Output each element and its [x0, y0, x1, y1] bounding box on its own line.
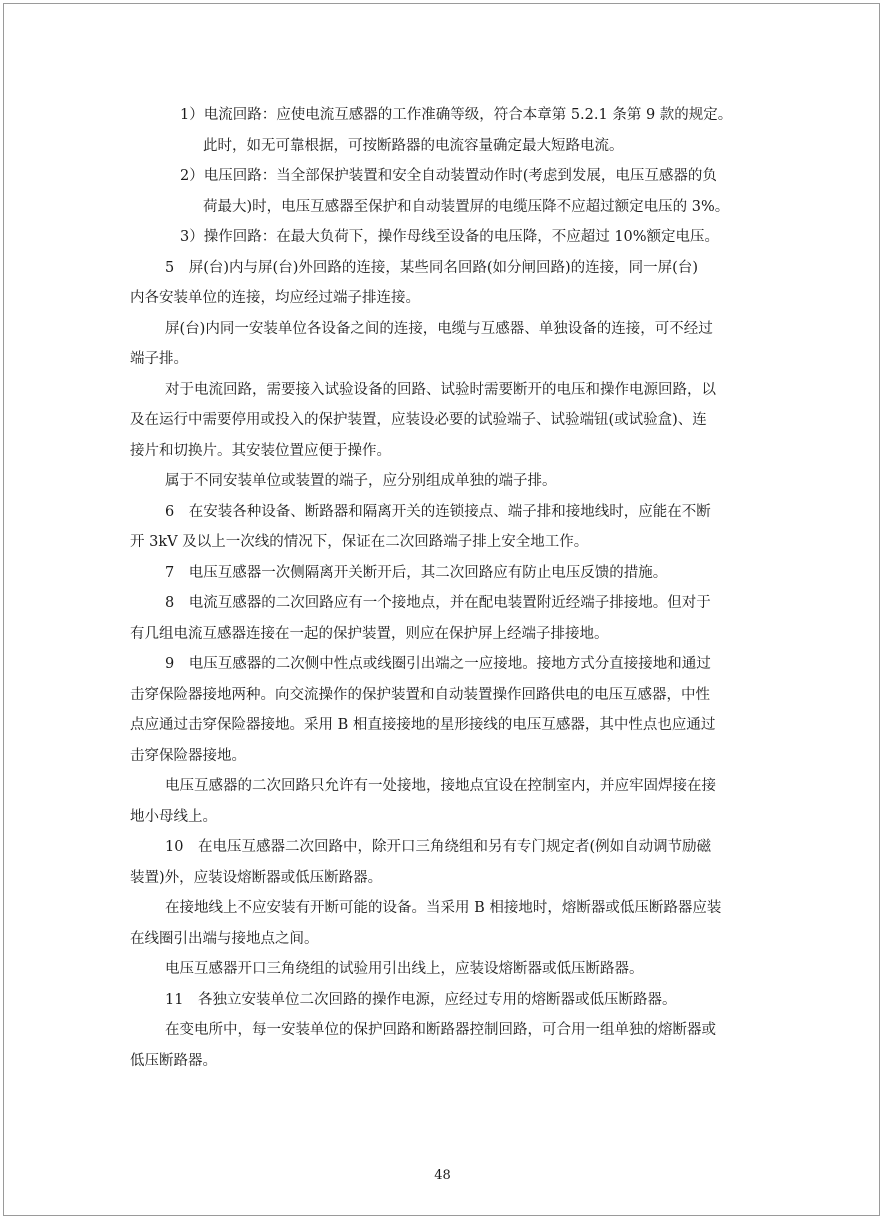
text-line: 地小母线上。 — [130, 808, 217, 825]
text-line: 此时，如无可靠根据，可按断路器的电流容量确定最大短路电流。 — [203, 137, 624, 154]
document-body — [130, 100, 758, 1076]
text-line: 对于电流回路，需要接入试验设备的回路、试验时需要断开的电压和操作电源回路，以 — [165, 381, 716, 398]
text-line: 5 屏(台)内与屏(台)外回路的连接，某些同名回路(如分闸回路)的连接，同一屏(台) — [165, 259, 698, 276]
text-line: 3）操作回路：在最大负荷下，操作母线至设备的电压降，不应超过 10%额定电压。 — [180, 229, 720, 245]
text-line: 荷最大)时，电压互感器至保护和自动装置屏的电缆压降不应超过额定电压的 3%。 — [203, 198, 730, 215]
text-line: 9 电压互感器的二次侧中性点或线圈引出端之一应接地。接地方式分直接接地和通过 — [165, 656, 711, 672]
text-line: 装置)外，应装设熔断器或低压断路器。 — [130, 869, 383, 886]
page-number: 48 — [434, 1168, 451, 1183]
text-line: 11 各独立安装单位二次回路的操作电源，应经过专用的熔断器或低压断路器。 — [165, 991, 677, 1008]
text-line: 在接地线上不应安装有开断可能的设备。当采用 B 相接地时，熔断器或低压断路器应装 — [165, 900, 722, 916]
text-line: 内各安装单位的连接，均应经过端子排连接。 — [130, 290, 420, 306]
text-line: 电压互感器开口三角绕组的试验用引出线上，应装设熔断器或低压断路器。 — [165, 961, 644, 977]
text-line: 击穿保险器接地。 — [130, 747, 246, 764]
text-line: 在线圈引出端与接地点之间。 — [130, 930, 319, 947]
text-line: 有几组电流互感器连接在一起的保护装置，则应在保护屏上经端子排接地。 — [130, 625, 609, 642]
text-line: 屏(台)内同一安装单位各设备之间的连接，电缆与互感器、单独设备的连接，可不经过 — [165, 320, 713, 337]
text-line: 开 3kV 及以上一次线的情况下，保证在二次回路端子排上安全地工作。 — [130, 534, 589, 550]
text-line: 属于不同安装单位或装置的端子，应分别组成单独的端子排。 — [165, 473, 557, 489]
text-line: 10 在电压互感器二次回路中，除开口三角绕组和另有专门规定者(例如自动调节励磁 — [165, 839, 712, 855]
text-line: 击穿保险器接地两种。向交流操作的保护装置和自动装置操作回路供电的电压互感器，中性 — [130, 686, 710, 703]
text-line: 7 电压互感器一次侧隔离开关断开后，其二次回路应有防止电压反馈的措施。 — [165, 564, 668, 581]
text-line: 6 在安装各种设备、断路器和隔离开关的连锁接点、端子排和接地线时，应能在不断 — [165, 503, 711, 520]
text-line: 接片和切换片。其安装位置应便于操作。 — [130, 442, 391, 459]
text-line: 电压互感器的二次回路只允许有一处接地，接地点宜设在控制室内，并应牢固焊接在接 — [165, 778, 716, 794]
text-line: 在变电所中，每一安装单位的保护回路和断路器控制回路，可合用一组单独的熔断器或 — [165, 1022, 716, 1038]
text-line: 低压断路器。 — [130, 1052, 217, 1069]
text-line: 及在运行中需要停用或投入的保护装置，应装设必要的试验端子、试验端钮(或试验盒)、连 — [130, 412, 707, 428]
text-line: 8 电流互感器的二次回路应有一个接地点，并在配电装置附近经端子排接地。但对于 — [165, 595, 711, 611]
text-line: 2）电压回路：当全部保护装置和安全自动装置动作时(考虑到发展，电压互感器的负 — [180, 168, 717, 184]
text-line: 端子排。 — [130, 351, 188, 367]
text-line: 1）电流回路：应使电流互感器的工作准确等级，符合本章第 5.2.1 条第 9 款的规定。 — [180, 107, 733, 123]
text-line: 点应通过击穿保险器接地。采用 B 相直接接地的星形接线的电压互感器，其中性点也应通过 — [130, 717, 716, 733]
